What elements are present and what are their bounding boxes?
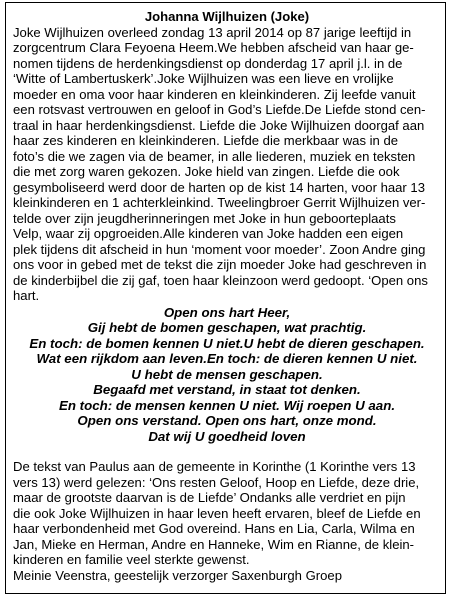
text-line: ons voor in gebed met de tekst die zijn moeder Joke had geschreven in [13,257,427,272]
poem-line: Dat wij U goedheid loven [148,428,306,444]
text-line: vers 13) werd gelezen: ‘Ons resten Geloof, Hoop en Liefde, deze drie, [13,474,420,490]
text-line: telde over zijn jeugdherinneringen met Joke in hun geboorteplaats [13,210,396,226]
article-text [13,9,441,583]
text-line: kleinkinderen en 1 achterkleinkind. Tweelingbroer Gerrit Wijlhuizen ver- [13,195,426,210]
text-line: ‘Witte of Lambertuskerk’.Joke Wijlhuizen was een lieve en vrolijke [13,71,394,86]
poem-line: En toch: de bomen kennen U niet.U hebt de dieren geschapen. [29,335,425,351]
paragraph-1 [13,25,441,304]
paragraph-2 [13,459,441,583]
poem-line: Wat een rijkdom aan leven.En toch: de dieren kennen U niet. [36,351,418,366]
text-line: een rotsvast vertrouwen en geloof in God’s Liefde.De Liefde stond cen- [13,102,426,117]
text-line: kinderen en familie veel sterkte gewenst. [13,552,250,567]
poem-line: Begaafd met verstand, in staat tot denken. [93,382,361,397]
poem-line: Open ons hart Heer, [163,304,291,320]
text-line: de kinderbijbel die zij gaf, toen haar kleinzoon werd gedoopt. ‘Open ons [13,272,428,288]
text-line: plek tijdens dit afscheid in hun ‘moment voor moeder’. Zoon Andre ging [13,241,426,257]
text-line: Velp, waar zij opgroeiden.Alle kinderen van Joke hadden een eigen [13,226,404,241]
text-line: hart. [13,288,40,303]
text-line: zorgcentrum Clara Feyoena Heem.We hebben afscheid van haar ge- [13,40,414,55]
text-line: Jan, Mieke en Herman, Andre en Hanneke, Wim en Rianne, de klein- [13,536,415,552]
text-line: traal in haar herdenkingsdienst. Liefde die Joke Wijlhuizen doorgaf aan [13,117,425,133]
text-line: nomen tijdens de herdenkingsdienst op donderdag 17 april j.l. in de [13,55,403,71]
poem-line: En toch: de mensen kennen U niet. Wij roepen U aan. [58,397,396,413]
poem-line: Gij hebt de bomen geschapen, wat prachtig. [87,320,367,335]
prayer-poem [13,305,441,445]
text-line: die ook Joke Wijlhuizen in haar leven heeft ervaren, bleef de Liefde en [13,505,421,521]
text-line: moeder en oma voor haar kinderen en kleinkinderen. Zij leefde vanuit [13,86,416,102]
article-title: Johanna Wijlhuizen (Joke) [144,9,310,24]
paragraph-gap [13,444,441,459]
signature-line: Meinie Veenstra, geestelijk verzorger Saxenburgh Groep [13,567,342,583]
text-line: haar zes kinderen en kleinkinderen. Liefde die merkbaar was in de [13,133,399,148]
text-line: die met zorg waren gekozen. Joke hield van zingen. Liefde die ook [13,164,400,179]
text-line: De tekst van Paulus aan de gemeente in Korinthe (1 Korinthe vers 13 [13,459,416,474]
text-line: Joke Wijlhuizen overleed zondag 13 april 2014 op 87 jarige leeftijd in [13,24,412,40]
poem-line: U hebt de mensen geschapen. [131,366,323,382]
article-frame [5,2,446,594]
text-line: maar de grootste daarvan is de Liefde’ Ondanks alle verdriet en pijn [13,490,406,505]
text-line: gesymboliseerd werd door de harten op de kist 14 harten, voor haar 13 [13,179,425,195]
text-line: foto’s die we zagen via de beamer, in alle liederen, muziek en teksten [13,148,416,164]
text-line: haar verbondenheid met God overeind. Hans en Lia, Carla, Wilma en [13,521,415,536]
poem-line: Open ons verstand. Open ons hart, onze mond. [77,413,377,428]
